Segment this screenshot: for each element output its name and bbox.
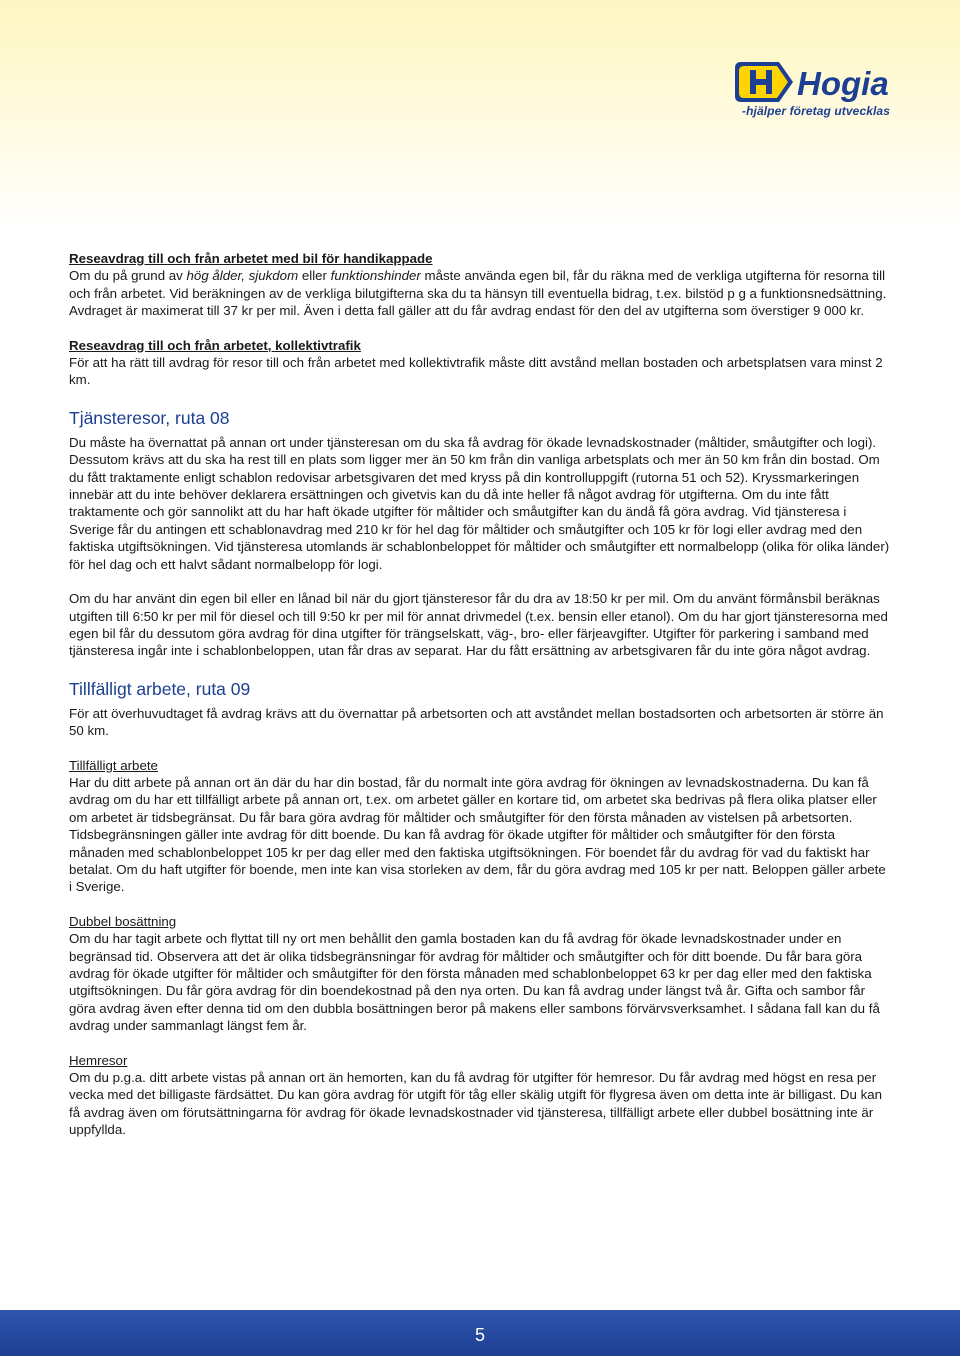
paragraph-tillfalligt-intro: För att överhuvudtaget få avdrag krävs att du övernattar på arbetsorten och att avståndet mellan bostadsorten och arbetsorten är större än 50 km. xyxy=(69,705,884,739)
paragraph-hemresor: Om du p.g.a. ditt arbete vistas på annan ort än hemorten, kan du få avdrag för utgifter för hemresor. Du får avdrag med högst en resa per vecka med det billigaste färdsättet. Du kan göra avdrag för utgift för tåg eller skälig utgift för flygresa även om detta inte är billigast. Du kan få avdrag även om förutsättningarna för avdrag för ökade levnadskostnader vid tjänsteresa, tillfälligt arbete eller dubbel bosättning inte är uppfyllda. xyxy=(69,1070,883,1138)
emphasis-text: funktionshinder xyxy=(330,268,421,284)
spacer xyxy=(69,740,891,757)
paragraph-tillfalligt-arbete: Har du ditt arbete på annan ort än där du har din bostad, får du normalt inte göra avdrag för ökningen av levnadskostnaderna. Du kan få avdrag om du har ett tillfälligt arbete på annan ort, t.ex. om arbetet gäller en kortare tid, om arbetet ska bedrivas på flera olika platser eller om arbetet är tidsbegränsat. Du får bara göra avdrag för måltider och småutgifter för den första månaden av vistelsen på arbetsorten. Tidsbegränsningen gäller inte avdrag för ditt boende. Du kan få avdrag för ökade utgifter för måltider och småutgifter för den första månaden med schablonbeloppet 105 kr per dag eller med den faktiska utgiftsökningen. För boendet får du avdrag för vad du faktiskt har betalat. Om du haft utgifter för boende, men inte kan visa storleken av dem, får du göra avdrag med 105 kr per natt. Beloppen gäller arbete i Sverige. xyxy=(69,774,886,895)
paragraph-tjansteresor-2: Om du har använt din egen bil eller en lånad bil när du gjort tjänsteresor får du dra av 18:50 kr per mil. Om du använt förmånsbil beräknas utgiften till 6:50 kr per mil för diesel och till 9:50 kr per mil för annat drivmedel (t.ex. bensin eller etanol). Om du har gjort tjänsteresorna med egen bil får du dessutom göra avdrag för dina utgifter för trängselskatt, väg-, bro- eller färjeavgifter. Utgifter för parkering i samband med tjänsteresa ingår inte i schablonbeloppen, utan får dras av separat. Har du fått ersättning av arbetsgivaren får du inte göra något avdrag. xyxy=(69,591,888,659)
heading-tjansteresor: Tjänsteresor, ruta 08 xyxy=(69,407,230,428)
subheading-dubbel-bosattning: Dubbel bosättning xyxy=(69,913,177,929)
spacer xyxy=(69,573,891,590)
heading-tillfalligt: Tillfälligt arbete, ruta 09 xyxy=(69,678,251,699)
heading-handikapp: Reseavdrag till och från arbetet med bil för handikappade xyxy=(69,251,433,266)
text-run: Om du på grund av xyxy=(69,268,187,284)
document-body xyxy=(69,250,891,1139)
text-run: måste använda egen bil, får du räkna med de verkliga utgifterna för resorna till och från arbetet. Vid beräkningen av de verkliga bilutgifterna ska du ta hänsyn till eventuella bidrag, t.ex. bilstöd p g a funktionsnedsättning. Avdraget är maximerat till 37 kr per mil. Även i detta fall gäller att du får avdrag endast för den del av utgifterna som överstiger 9 000 kr. xyxy=(69,268,887,319)
subheading-hemresor: Hemresor xyxy=(69,1052,128,1068)
logo-tagline: -hjälper företag utvecklas xyxy=(742,104,890,118)
paragraph-handikapp xyxy=(69,267,891,319)
spacer xyxy=(69,320,891,337)
emphasis-text: hög ålder, sjukdom xyxy=(186,268,299,284)
page-number: 5 xyxy=(474,1325,485,1345)
text-run: eller xyxy=(298,268,331,284)
subheading-tillfalligt-arbete: Tillfälligt arbete xyxy=(69,757,158,773)
hogia-wordmark: Hogia xyxy=(797,65,889,102)
paragraph-dubbel-bosattning: Om du har tagit arbete och flyttat till ny ort men behållit den gamla bostaden kan du få avdrag för ökade levnadskostnader under en begränsad tid. Observera att det är olika tidsbegränsningar för avdrag för måltider och småutgifter och för ditt boende. Du får bara göra avdrag för ökade utgifter för måltider och småutgifter för den första månaden med schablonbeloppet 63 kr per dag eller med den faktiska utgiftsökningen. Du får göra avdrag för din boendekostnad på den nya orten. Du kan få avdrag under längst två år. Gifta och sambor får göra avdrag även efter denna tid om den dubbla bosättningen beror på makens eller sambons förvärvsverksamhet. I sådana fall kan du få avdrag under sammanlagt längst fem år. xyxy=(69,931,880,1034)
spacer xyxy=(69,1035,891,1052)
hogia-logo-mark xyxy=(733,60,903,108)
spacer xyxy=(69,896,891,913)
paragraph-kollektivtrafik: För att ha rätt till avdrag för resor till och från arbetet med kollektivtrafik måste ditt avstånd mellan bostaden och arbetsplatsen vara minst 2 km. xyxy=(69,355,883,388)
paragraph-tjansteresor-1: Du måste ha övernattat på annan ort under tjänsteresan om du ska få avdrag för ökade levnadskostnader (måltider, småutgifter och logi). Dessutom krävs att du ska ha rest till en plats som ligger mer än 50 km från din vanliga arbetsplats och mer än 50 km från din bostad. Om du fått traktamente enligt schablon redovisar arbetsgivaren det med kryss på din kontrolluppgift (rutorna 51 och 52). Kryssmarkeringen innebär att du inte behöver deklarera ersättningen och givetvis kan du då inte heller få något avdrag för utgifterna. Om du inte fått traktamente och gör sannolikt att du har haft ökade utgifter för måltider och småutgifter kan du ändå få göra avdrag. Vid tjänsteresa i Sverige får du antingen ett schablonavdrag med 210 kr för hel dag för måltider och småutgifter och 105 kr för logi eller avdrag med den faktiska utgiftsökningen. Vid tjänsteresa utomlands är schablonbeloppet för måltider och småutgifter ett normalbelopp (olika för olika länder) för hel dag och ett halvt sådant normalbelopp för logi. xyxy=(69,434,890,572)
heading-kollektivtrafik: Reseavdrag till och från arbetet, kollektivtrafik xyxy=(69,337,361,353)
